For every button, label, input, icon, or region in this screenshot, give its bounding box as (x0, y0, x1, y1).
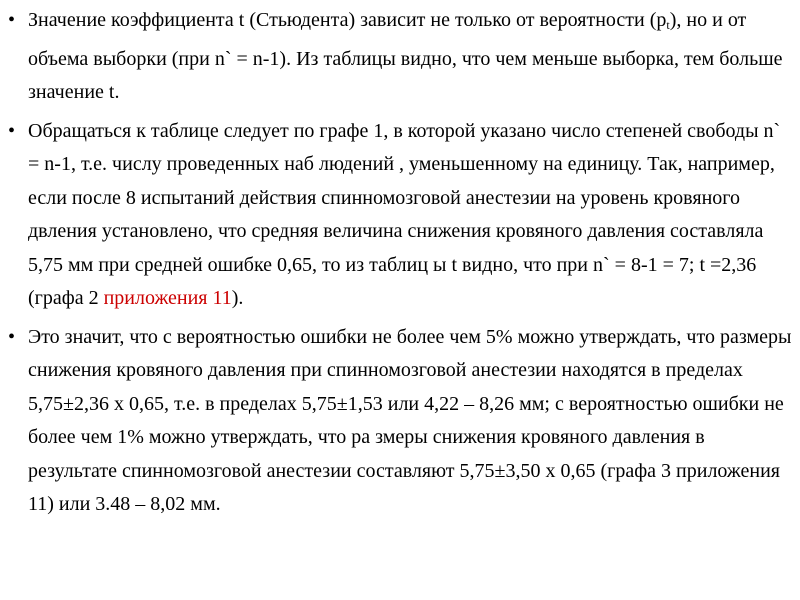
paragraph-2-end: ). (231, 287, 244, 309)
bullet-icon: • (8, 119, 16, 142)
paragraph-1-rest: ), но и от объема выборки (при n` = n-1). Из таблицы видно, что чем меньше выборка, тем больше значение t. (28, 9, 783, 103)
bullet-item-1 (6, 4, 794, 110)
paragraph-3-text: Это значит, что с вероятностью ошибки не более чем 5% можно утверждать, что размеры снижения кровяного давления при спинномозговой анестезии находятся в пределах 5,75±2,36 х 0,65, т.е. в пределах 5,75±1,53 или 4,22 – 8,26 мм; с вероятностью ошибки не более чем 1% можно утверждать, что ра змеры снижения кровяного давления в результате спинномозговой анестезии составляют 5,75±3,50 х 0,65 (графа 3 приложения 11) или 3.48 – 8,02 мм. (28, 325, 792, 515)
bullet-item-3 (6, 321, 794, 522)
bullet-list (6, 4, 794, 527)
paragraph-1-text: Значение коэффициента t (Стьюдента) зависит не только от вероятности (p (28, 9, 667, 31)
paragraph-2-text: Обращаться к таблице следует по графе 1, в которой указано число степеней свободы n` = n-1, т.е. числу проведенных наб людений , уменьшенному на единицу. Так, например, если после 8 испытаний действия спинномозговой анестезии на уровень кровяного двления установлено, что средняя величина снижения кровяного давления составляла 5,75 мм при средней ошибке 0,65, то из таблиц ы t видно, что при n` = 8-1 = 7; t =2,36 (графа 2 (28, 119, 781, 309)
appendix-link[interactable]: приложения 11 (103, 287, 232, 309)
bullet-item-2 (6, 115, 794, 316)
paragraph-1-subscript: t (666, 18, 670, 32)
bullet-icon: • (8, 9, 16, 31)
bullet-icon: • (8, 325, 16, 348)
